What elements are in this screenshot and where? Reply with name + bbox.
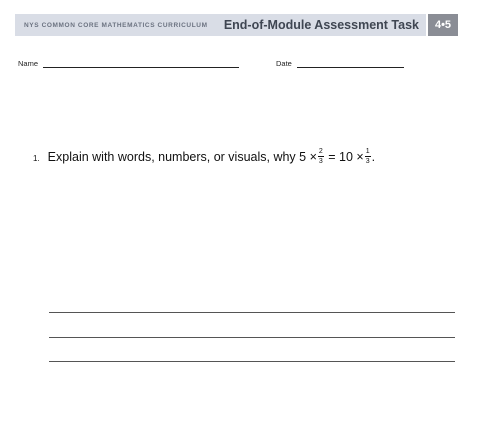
fraction-one-third <box>365 148 371 165</box>
name-label: Name <box>18 59 39 68</box>
name-blank[interactable] <box>43 58 239 68</box>
question-text-before: Explain with words, numbers, or visuals, why 5 × <box>47 149 317 164</box>
fraction-numerator: 1 <box>365 148 370 155</box>
date-label: Date <box>276 59 292 68</box>
task-title: End-of-Module Assessment Task <box>223 18 419 32</box>
date-blank[interactable] <box>297 58 404 68</box>
question-text-middle: = 10 × <box>324 149 364 164</box>
answer-line-2[interactable] <box>49 337 455 338</box>
header-band <box>15 14 426 36</box>
curriculum-label: NYS COMMON CORE MATHEMATICS CURRICULUM <box>24 21 208 29</box>
question-text <box>48 148 375 165</box>
fraction-numerator: 2 <box>318 148 323 155</box>
answer-line-1[interactable] <box>49 312 455 313</box>
answer-line-3[interactable] <box>49 361 455 362</box>
fraction-denominator: 3 <box>318 158 323 165</box>
question-1 <box>33 148 375 165</box>
fraction-denominator: 3 <box>365 158 370 165</box>
question-text-after: . <box>371 149 376 164</box>
name-field[interactable] <box>18 58 239 68</box>
question-number: 1. <box>33 153 40 163</box>
module-badge: 4•5 <box>428 14 458 36</box>
date-field[interactable] <box>276 58 404 68</box>
fraction-two-thirds <box>318 148 324 165</box>
